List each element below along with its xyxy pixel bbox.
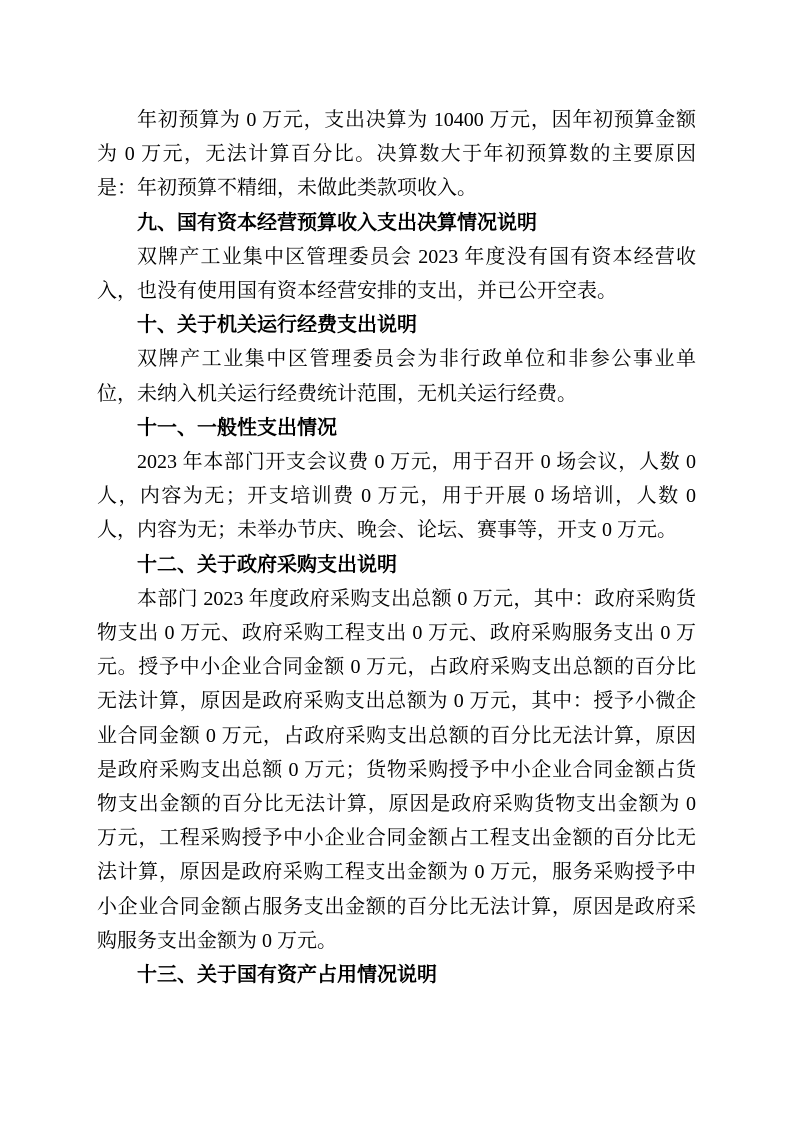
paragraph-general-expenditure: 2023 年本部门开支会议费 0 万元，用于召开 0 场会议，人数 0 人，内容为无；开支培训费 0 万元，用于开展 0 场培训，人数 0 人，内容为无；未举办节庆、晚会、论坛、赛事等，开支 0 万元。 — [97, 451, 696, 542]
section-heading-11-general-expenditure: 十一、一般性支出情况 — [137, 416, 337, 439]
section-heading-9-state-capital: 九、国有资本经营预算收入支出决算情况说明 — [137, 211, 537, 234]
paragraph-budget-variance: 年初预算为 0 万元，支出决算为 10400 万元，因年初预算金额为 0 万元，无法计算百分比。决算数大于年初预算数的主要原因是：年初预算不精细，未做此类款项收入。 — [97, 109, 696, 200]
section-heading-12-government-procurement: 十二、关于政府采购支出说明 — [137, 553, 397, 576]
paragraph-state-capital: 双牌产工业集中区管理委员会 2023 年度没有国有资本经营收入，也没有使用国有资本经营安排的支出，并已公开空表。 — [97, 245, 696, 303]
paragraph-government-procurement: 本部门 2023 年度政府采购支出总额 0 万元，其中：政府采购货物支出 0 万元、政府采购工程支出 0 万元、政府采购服务支出 0 万元。授予中小企业合同金额 0 万元，占政府采购支出总额的百分比无法计算，原因是政府采购支出总额为 0 万元，其中：授予小微企业合同金额 0 万元，占政府采购支出总额的百分比无法计算，原因是政府采购支出总额 0 万元；货物采购授予中小企业合同金额占货物支出金额的百分比无法计算，原因是政府采购货物支出金额为 0 万元，工程采购授予中小企业合同金额占工程支出金额的百分比无法计算，原因是政府采购工程支出金额为 0 万元，服务采购授予中小企业合同金额占服务支出金额的百分比无法计算，原因是政府采购服务支出金额为 0 万元。 — [97, 587, 696, 952]
paragraph-agency-operating-funds: 双牌产工业集中区管理委员会为非行政单位和非参公事业单位，未纳入机关运行经费统计范围，无机关运行经费。 — [97, 348, 696, 405]
document-body — [97, 103, 696, 992]
section-heading-13-state-assets: 十三、关于国有资产占用情况说明 — [137, 964, 437, 987]
section-heading-10-agency-operating-funds: 十、关于机关运行经费支出说明 — [137, 314, 417, 337]
